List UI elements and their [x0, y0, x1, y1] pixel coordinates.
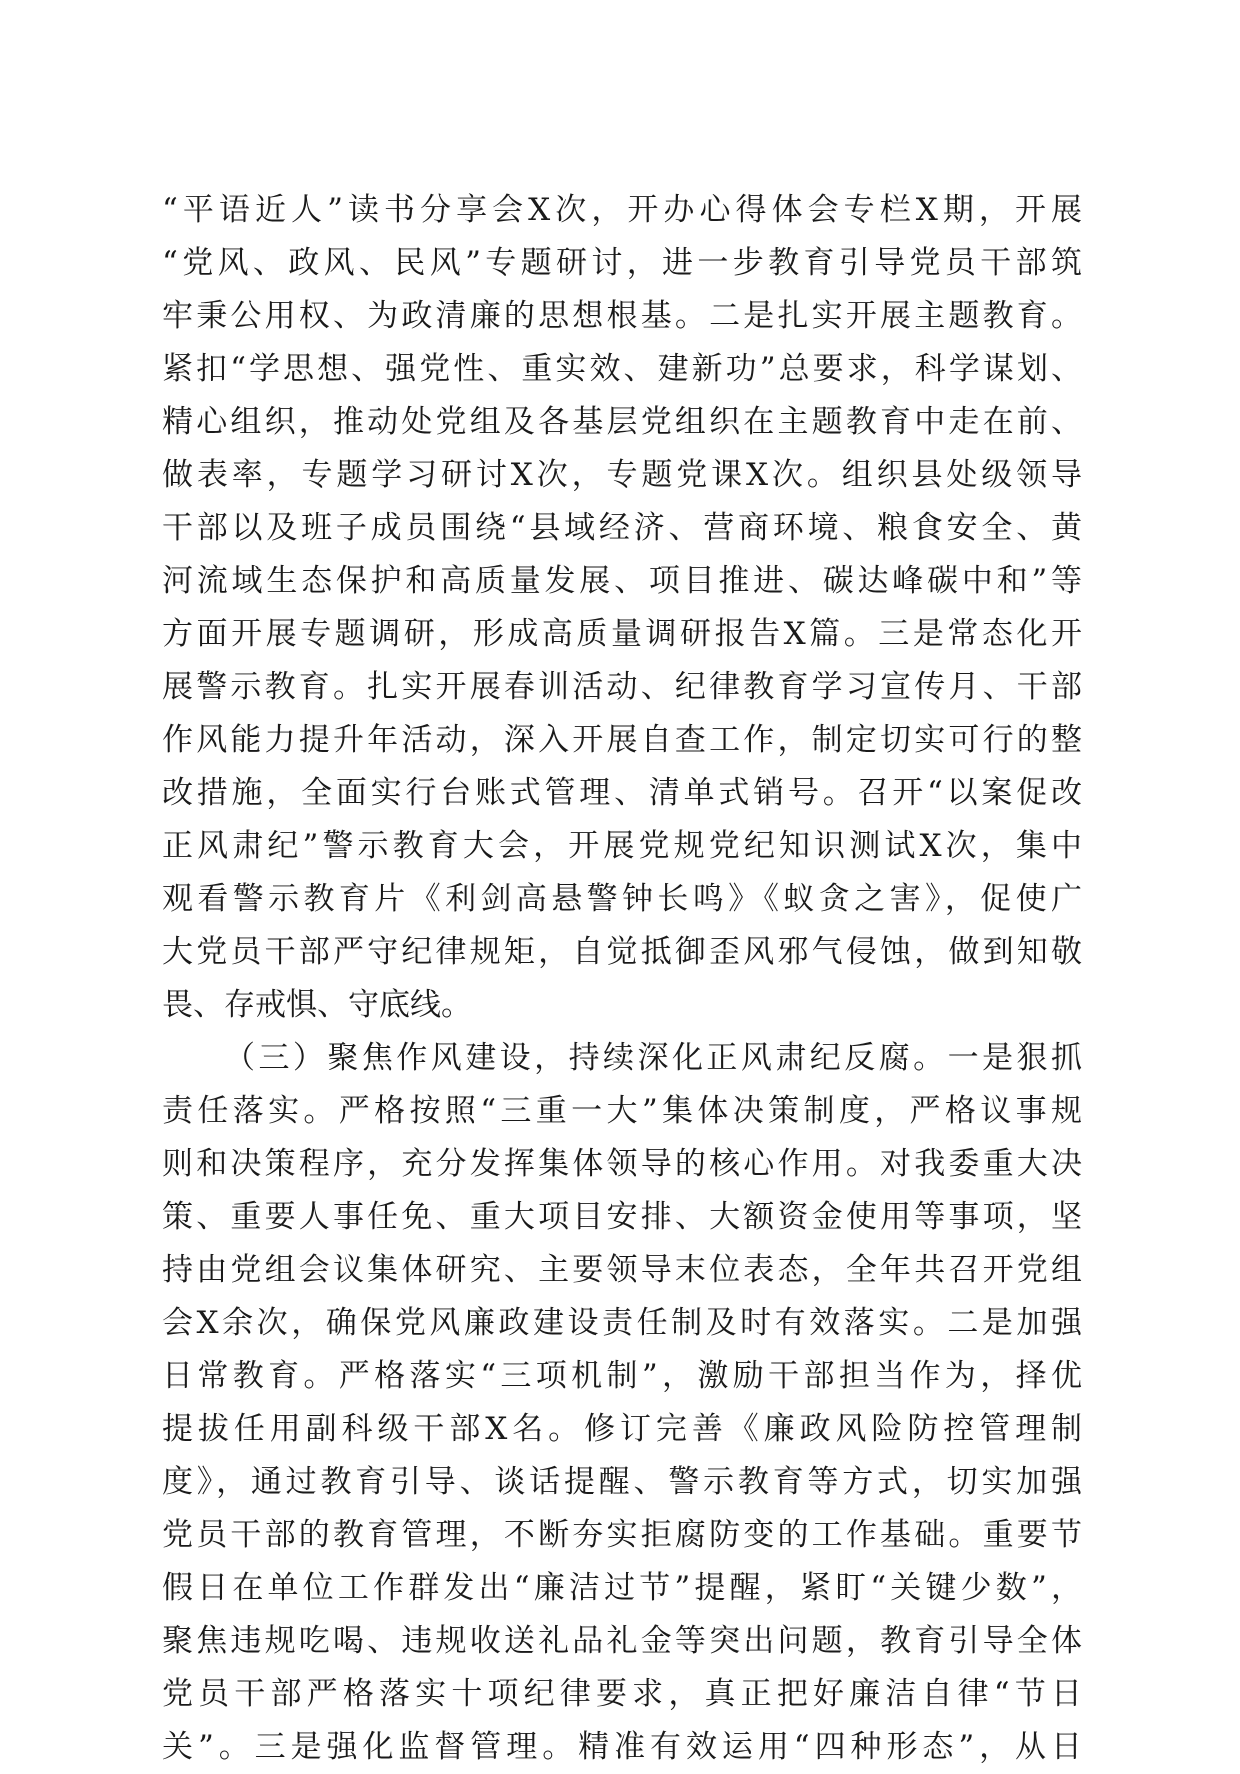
text-line: 聚焦违规吃喝、违规收送礼品礼金等突出问题，教育引导全体 — [162, 1623, 1082, 1659]
text-line: 党员干部严格落实十项纪律要求，真正把好廉洁自律“节日 — [162, 1676, 1082, 1712]
text-line: 干部以及班子成员围绕“县域经济、营商环境、粮食安全、黄 — [162, 510, 1082, 546]
section-heading-line: （三）聚焦作风建设，持续深化正风肃纪反腐。一是狠抓 — [224, 1040, 1082, 1076]
text-line: “平语近人”读书分享会X次，开办心得体会专栏X期，开展 — [162, 192, 1082, 228]
text-line: 作风能力提升年活动，深入开展自查工作，制定切实可行的整 — [162, 722, 1082, 758]
text-line: 策、重要人事任免、重大项目安排、大额资金使用等事项，坚 — [162, 1199, 1082, 1235]
text-line: 则和决策程序，充分发挥集体领导的核心作用。对我委重大决 — [162, 1146, 1082, 1182]
body-text — [162, 184, 1082, 1774]
text-line: 责任落实。严格按照“三重一大”集体决策制度，严格议事规 — [162, 1093, 1082, 1129]
text-line: 紧扣“学思想、强党性、重实效、建新功”总要求，科学谋划、 — [162, 351, 1082, 387]
text-line: 度》，通过教育引导、谈话提醒、警示教育等方式，切实加强 — [162, 1464, 1082, 1500]
text-line: 做表率，专题学习研讨X次，专题党课X次。组织县处级领导 — [162, 457, 1082, 493]
text-line: 会X余次，确保党风廉政建设责任制及时有效落实。二是加强 — [162, 1305, 1082, 1341]
text-line: 河流域生态保护和高质量发展、项目推进、碳达峰碳中和”等 — [162, 563, 1082, 599]
text-line: 牢秉公用权、为政清廉的思想根基。二是扎实开展主题教育。 — [162, 298, 1082, 334]
text-line: 大党员干部严守纪律规矩，自觉抵御歪风邪气侵蚀，做到知敬 — [162, 934, 1082, 970]
text-line: 党员干部的教育管理，不断夯实拒腐防变的工作基础。重要节 — [162, 1517, 1082, 1553]
text-line: 观看警示教育片《利剑高悬警钟长鸣》《蚁贪之害》，促使广 — [162, 881, 1082, 917]
text-line: “党风、政风、民风”专题研讨，进一步教育引导党员干部筑 — [162, 245, 1082, 281]
text-line: 改措施，全面实行台账式管理、清单式销号。召开“以案促改 — [162, 775, 1082, 811]
text-line: 提拔任用副科级干部X名。修订完善《廉政风险防控管理制 — [162, 1411, 1082, 1447]
text-line: 展警示教育。扎实开展春训活动、纪律教育学习宣传月、干部 — [162, 669, 1082, 705]
paragraph-end-line: 畏、存戒惧、守底线。 — [162, 987, 472, 1023]
text-line: 关”。三是强化监督管理。精准有效运用“四种形态”，从日 — [162, 1729, 1082, 1765]
text-line: 持由党组会议集体研究、主要领导末位表态，全年共召开党组 — [162, 1252, 1082, 1288]
text-line: 正风肃纪”警示教育大会，开展党规党纪知识测试X次，集中 — [162, 828, 1082, 864]
text-line: 方面开展专题调研，形成高质量调研报告X篇。三是常态化开 — [162, 616, 1082, 652]
text-line: 日常教育。严格落实“三项机制”，激励干部担当作为，择优 — [162, 1358, 1082, 1394]
text-line: 精心组织，推动处党组及各基层党组织在主题教育中走在前、 — [162, 404, 1082, 440]
text-line: 假日在单位工作群发出“廉洁过节”提醒，紧盯“关键少数”， — [162, 1570, 1082, 1606]
